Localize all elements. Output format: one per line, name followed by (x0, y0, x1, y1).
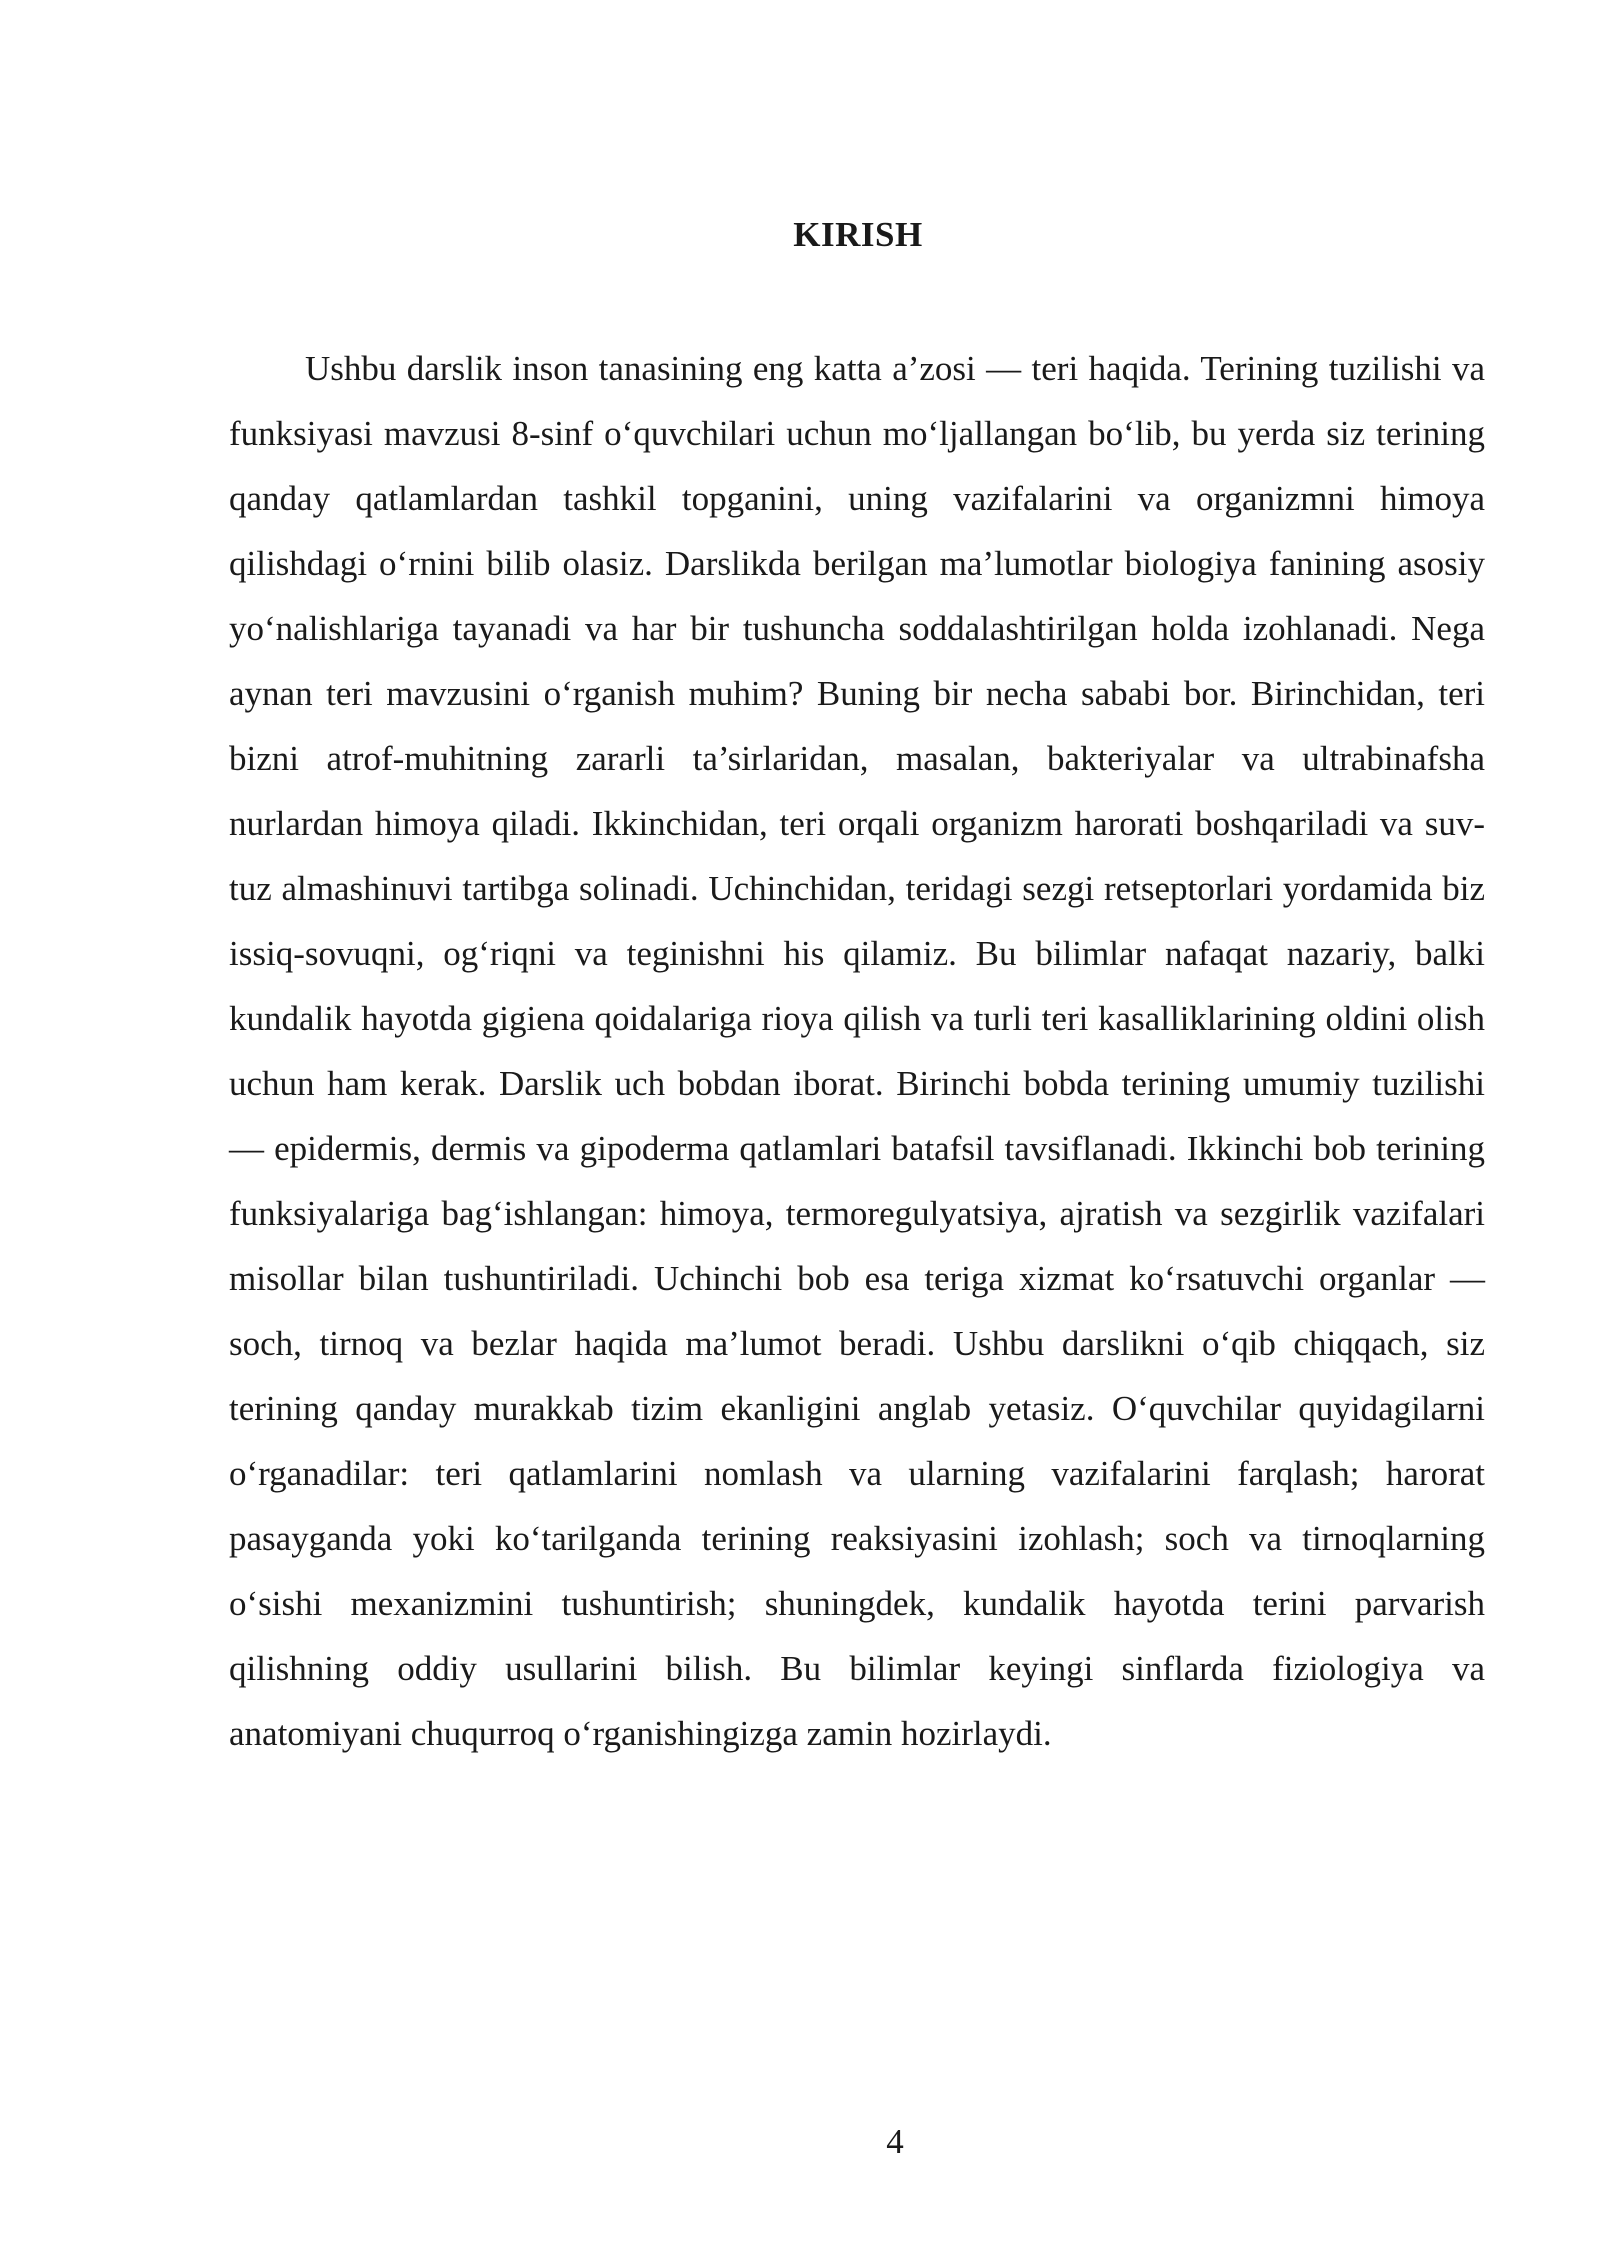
section-heading: KIRISH (793, 215, 923, 254)
page-number: 4 (886, 2122, 904, 2161)
body-paragraph: Ushbu darslik inson tanasining eng katta a’zosi — teri haqida. Terining tuzilishi va funksiyasi mavzusi 8-sinf o‘quvchilari uchun mo‘ljallangan bo‘lib, bu yerda siz terining qanday qatlamlardan tashkil topganini, uning vazifalarini va organizmni himoya qilishdagi o‘rnini bilib olasiz. Darslikda berilgan ma’lumotlar biologiya fanining asosiy yo‘nalishlariga tayanadi va har bir tushuncha soddalashtirilgan holda izohlanadi. Nega aynan teri mavzusini o‘rganish muhim? Buning bir necha sababi bor. Birinchidan, teri bizni atrof-muhitning zararli ta’sirlaridan, masalan, bakteriyalar va ultrabinafsha nurlardan himoya qiladi. Ikkinchidan, teri orqali organizm harorati boshqariladi va suv-tuz almashinuvi tartibga solinadi. Uchinchidan, teridagi sezgi retseptorlari yordamida biz issiq-sovuqni, og‘riqni va teginishni his qilamiz. Bu bilimlar nafaqat nazariy, balki kundalik hayotda gigiena qoidalariga rioya qilish va turli teri kasalliklarining oldini olish uchun ham kerak. Darslik uch bobdan iborat. Birinchi bobda terining umumiy tuzilishi — epidermis, dermis va gipoderma qatlamlari batafsil tavsiflanadi. Ikkinchi bob terining funksiyalariga bag‘ishlangan: himoya, termoregulyatsiya, ajratish va sezgirlik vazifalari misollar bilan tushuntiriladi. Uchinchi bob esa teriga xizmat ko‘rsatuvchi organlar — soch, tirnoq va bezlar haqida ma’lumot beradi. Ushbu darslikni o‘qib chiqqach, siz terining qanday murakkab tizim ekanligini anglab yetasiz. O‘quvchilar quyidagilarni o‘rganadilar: teri qatlamlarini nomlash va ularning vazifalarini farqlash; harorat pasayganda yoki ko‘tarilganda terining reaksiyasini izohlash; soch va tirnoqlarning o‘sishi mexanizmini tushuntirish; shuningdek, kundalik hayotda terini parvarish qilishning oddiy usullarini bilish. Bu bilimlar keyingi sinflarda fiziologiya va anatomiyani chuqurroq o‘rganishingizga zamin hozirlaydi. (229, 349, 1485, 1753)
